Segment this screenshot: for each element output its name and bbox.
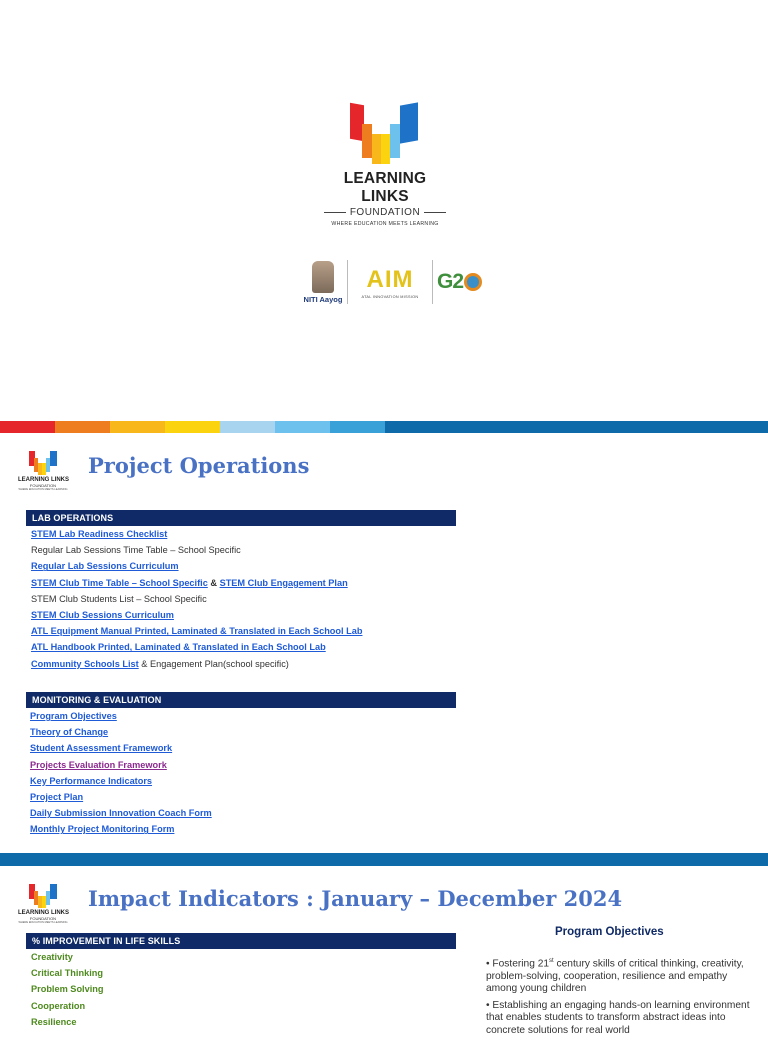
list-item[interactable] xyxy=(31,526,362,542)
mini-logo-subtitle: FOUNDATION xyxy=(29,483,57,488)
list-item xyxy=(31,591,362,607)
list-item-suffix: & Engagement Plan(school specific) xyxy=(138,658,289,669)
lab-operations-header: LAB OPERATIONS xyxy=(26,510,456,526)
life-skills-list xyxy=(31,949,104,1030)
globe-icon xyxy=(464,273,482,291)
mini-logo-tagline: WHERE EDUCATION MEETS LEARNING xyxy=(18,488,68,491)
aim-logo xyxy=(352,265,428,299)
list-item[interactable] xyxy=(31,575,362,591)
mini-logo xyxy=(18,451,68,491)
learning-links-logo xyxy=(322,104,448,227)
brand-subtitle-row xyxy=(322,207,448,218)
slide-divider-band xyxy=(0,853,768,866)
list-item: Critical Thinking xyxy=(31,968,103,979)
objective-bullet: • Fostering 21st century skills of critical thinking, creativity, problem-solving, cooperation, resilience and empathy among young children xyxy=(486,958,744,995)
list-item: Cooperation xyxy=(31,1000,86,1011)
monitoring-list xyxy=(30,708,212,838)
project-operations-slide xyxy=(0,433,768,853)
objective-bullet: • Establishing an engaging hands-on learning environment that enables students to transform abstract ideas into concrete solutions for real world xyxy=(486,999,750,1036)
brand-title: LEARNING LINKS xyxy=(343,170,427,205)
stem-lab-readiness-link[interactable]: STEM Lab Readiness Checklist xyxy=(31,529,168,539)
program-objectives-link[interactable]: Program Objectives xyxy=(30,711,117,721)
page-title: Impact Indicators : January – December 2024 xyxy=(88,886,623,911)
atl-handbook-link[interactable]: ATL Handbook Printed, Laminated & Translated in Each School Lab xyxy=(31,642,326,653)
separator: & xyxy=(207,577,220,588)
lab-operations-list xyxy=(31,526,362,672)
page-title: Project Operations xyxy=(88,453,310,478)
mini-logo-tagline: WHERE EDUCATION MEETS LEARNING xyxy=(18,921,68,924)
national-emblem-icon xyxy=(312,261,334,293)
g20-logo xyxy=(437,270,499,294)
theory-of-change-link[interactable]: Theory of Change xyxy=(30,727,109,738)
niti-aayog-label: NITI Aayog xyxy=(303,294,343,304)
program-objectives-heading: Program Objectives xyxy=(555,926,664,938)
g20-wordmark: G2 xyxy=(437,270,464,293)
list-item[interactable] xyxy=(31,639,362,655)
brand-subtitle: FOUNDATION xyxy=(349,207,421,218)
list-item xyxy=(31,542,362,558)
aim-wordmark: AIM xyxy=(366,266,414,293)
color-stripe xyxy=(0,421,768,433)
list-item: Creativity xyxy=(31,952,73,962)
community-schools-link[interactable]: Community Schools List xyxy=(31,658,139,669)
list-item[interactable] xyxy=(31,656,362,672)
list-item: Resilience xyxy=(31,1016,77,1027)
list-item-text: Regular Lab Sessions Time Table – School Specific xyxy=(31,545,241,556)
regular-lab-curriculum-link[interactable]: Regular Lab Sessions Curriculum xyxy=(31,561,179,572)
monthly-monitoring-link[interactable]: Monthly Project Monitoring Form xyxy=(30,824,175,835)
brand-tagline: WHERE EDUCATION MEETS LEARNING xyxy=(331,221,439,227)
daily-submission-link[interactable]: Daily Submission Innovation Coach Form xyxy=(30,808,212,819)
list-item[interactable] xyxy=(31,623,362,639)
book-logo-icon xyxy=(28,884,58,908)
divider xyxy=(347,260,348,304)
mini-logo-title: LEARNING LINKS xyxy=(18,910,69,916)
mini-logo-title: LEARNING LINKS xyxy=(18,477,69,483)
cover-slide xyxy=(0,0,768,420)
partner-logos xyxy=(303,256,499,308)
list-item: Problem Solving xyxy=(31,984,104,995)
list-item-text: STEM Club Students List – School Specific xyxy=(31,593,207,604)
stem-club-timetable-link[interactable]: STEM Club Time Table – School Specific xyxy=(31,577,208,588)
mini-logo xyxy=(18,884,68,924)
niti-aayog-logo xyxy=(303,261,343,304)
list-item[interactable] xyxy=(31,607,362,623)
book-logo-icon xyxy=(28,451,58,475)
mini-logo-subtitle: FOUNDATION xyxy=(29,916,57,921)
book-logo-icon xyxy=(348,104,422,164)
stem-club-engagement-link[interactable]: STEM Club Engagement Plan xyxy=(219,577,348,588)
life-skills-header: % IMPROVEMENT IN LIFE SKILLS xyxy=(26,933,456,949)
monitoring-evaluation-header: MONITORING & EVALUATION xyxy=(26,692,456,708)
atl-equipment-manual-link[interactable]: ATL Equipment Manual Printed, Laminated & Translated in Each School Lab xyxy=(31,626,363,637)
projects-evaluation-link[interactable]: Projects Evaluation Framework xyxy=(30,759,167,770)
program-objectives-list xyxy=(486,955,750,1041)
divider xyxy=(432,260,433,304)
list-item[interactable] xyxy=(31,558,362,574)
stem-club-curriculum-link[interactable]: STEM Club Sessions Curriculum xyxy=(31,609,174,620)
student-assessment-link[interactable]: Student Assessment Framework xyxy=(30,743,173,754)
kpi-link[interactable]: Key Performance Indicators xyxy=(30,775,153,786)
project-plan-link[interactable]: Project Plan xyxy=(30,791,84,802)
aim-subtitle: ATAL INNOVATION MISSION xyxy=(361,295,419,299)
